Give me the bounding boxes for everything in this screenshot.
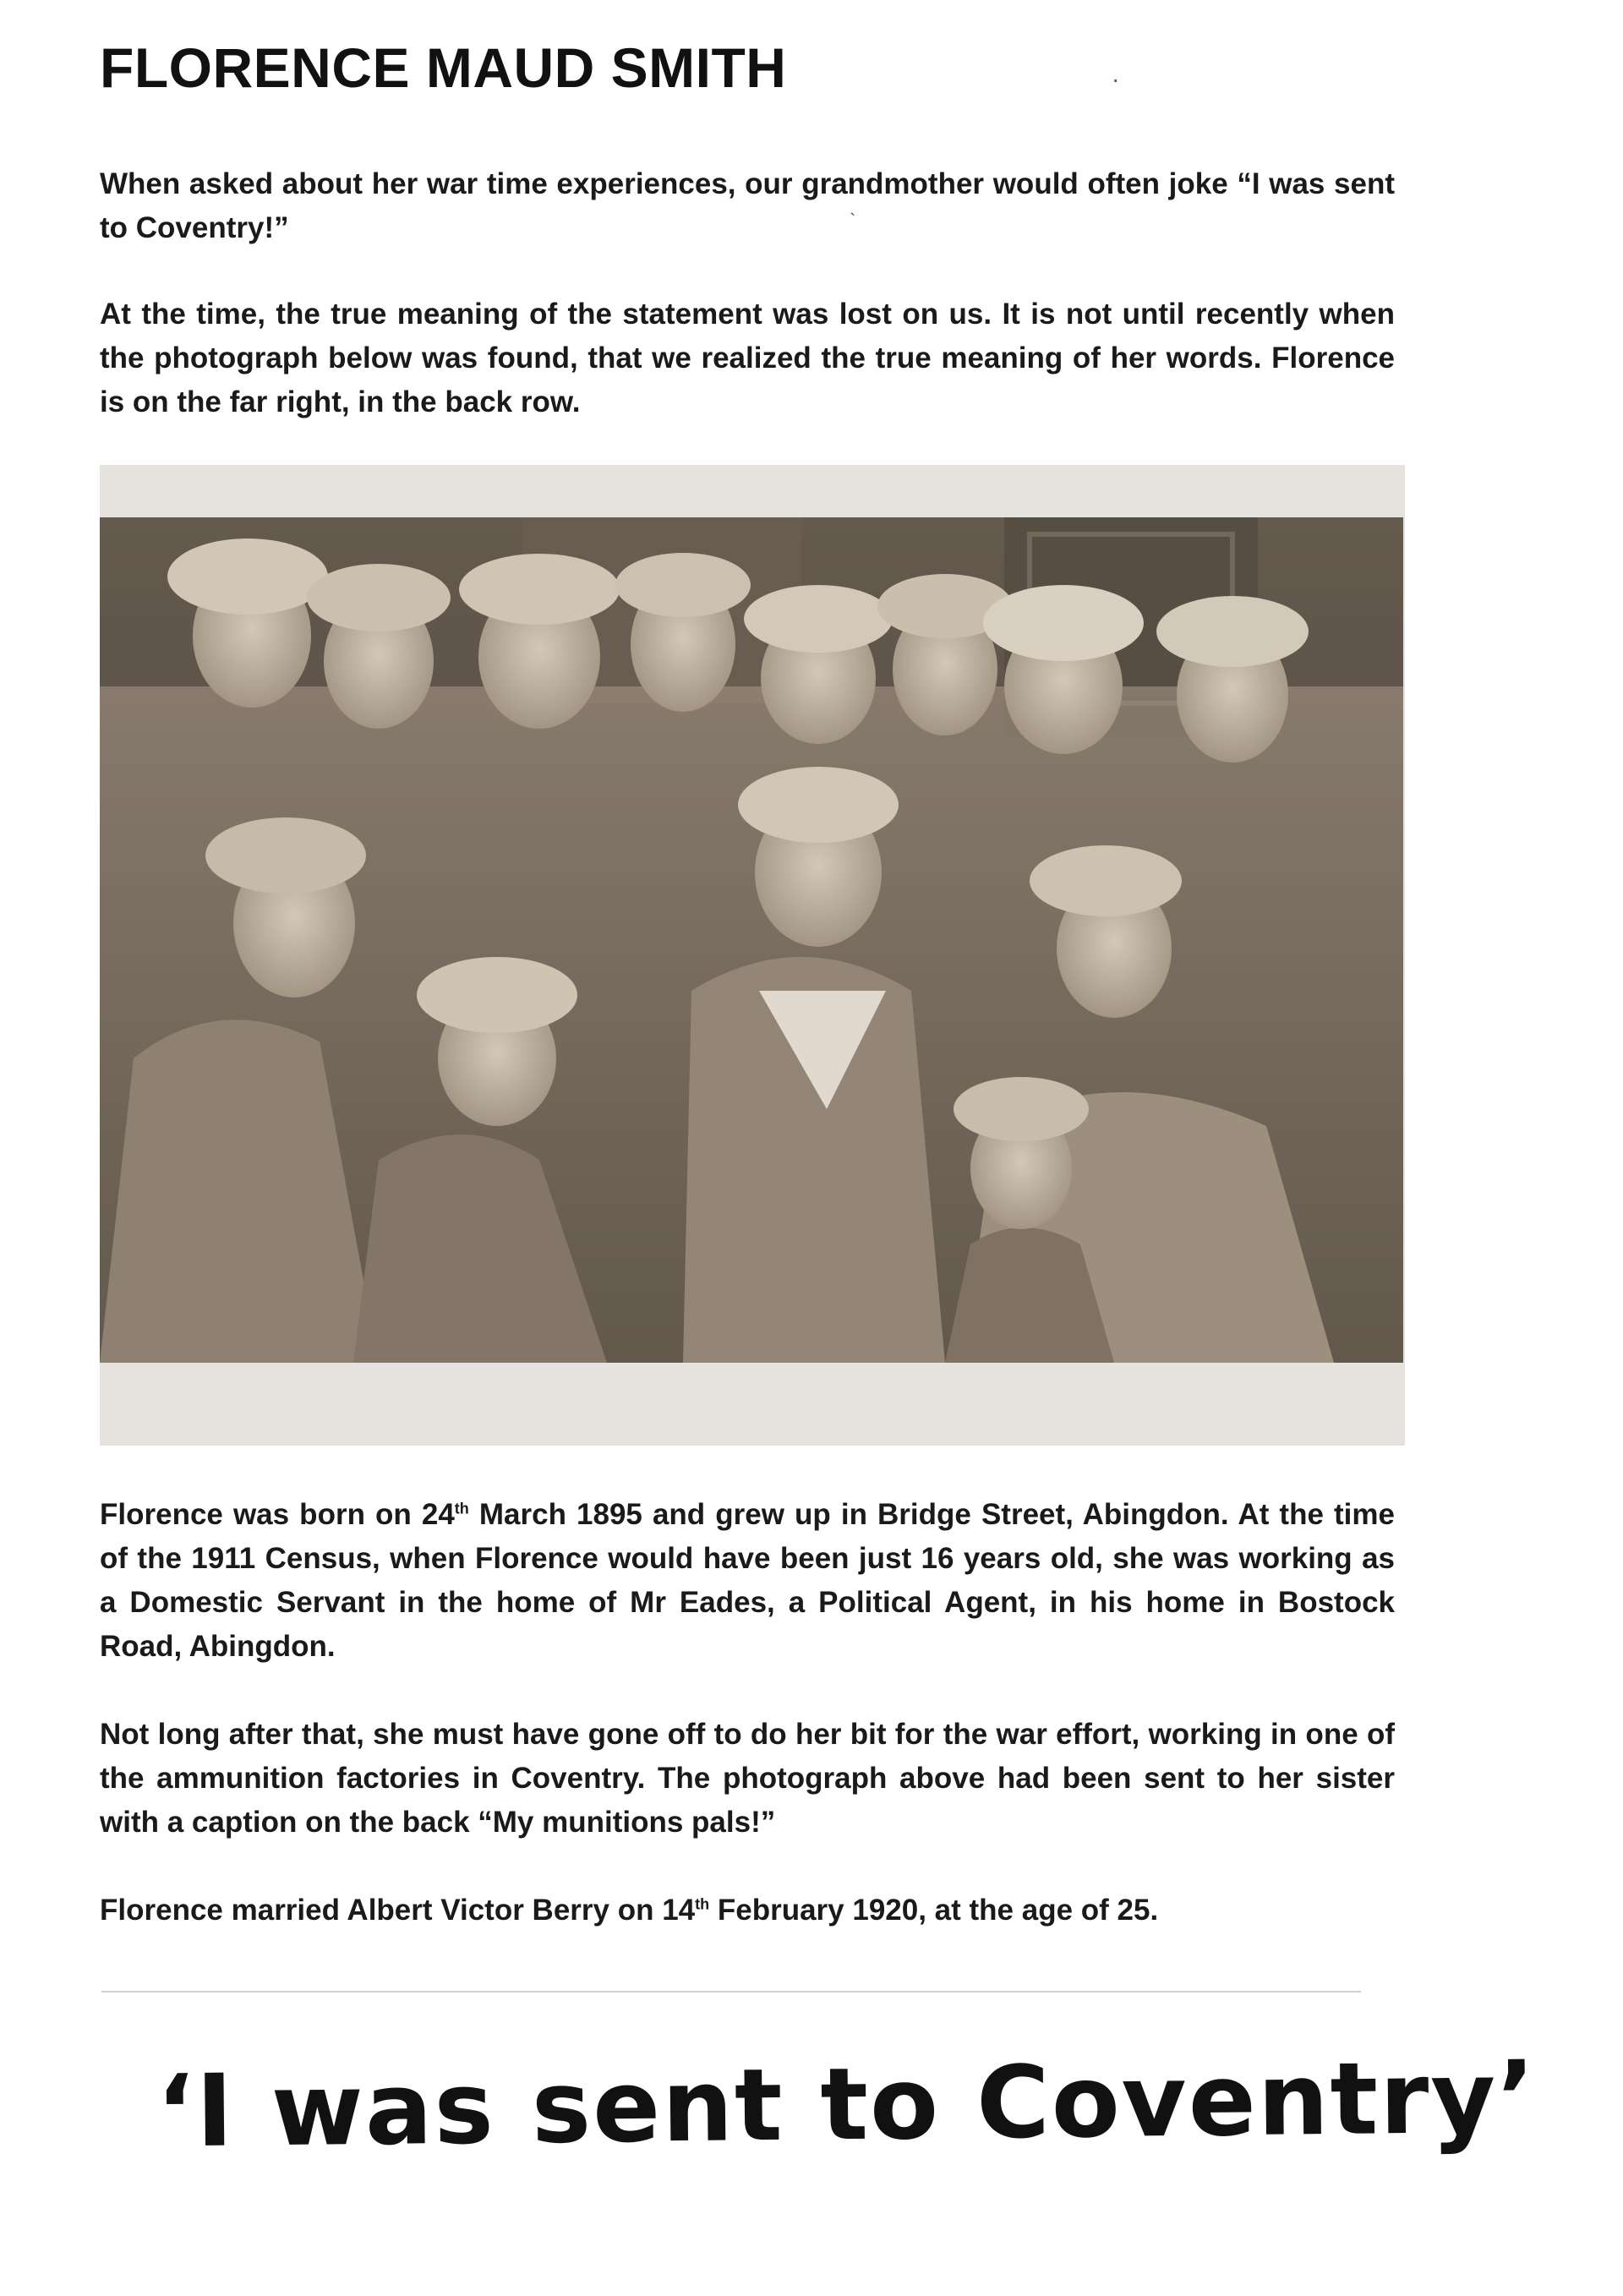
divider-line <box>101 1991 1361 1993</box>
scan-speck: · <box>1112 66 1120 92</box>
photo-intro-paragraph: At the time, the true meaning of the statement was lost on us. It is not until recently when the photograph below was found, that we realized the true meaning of her words. Florence is on the far right, in the back row. <box>100 298 1395 418</box>
marriage-text-start: Florence married Albert Victor Berry on 14 <box>100 1894 696 1927</box>
munitions-workers-photograph <box>100 517 1403 1363</box>
ordinal-suffix: th <box>454 1500 469 1517</box>
munitions-photograph-frame <box>100 465 1405 1446</box>
ordinal-suffix: th <box>695 1895 710 1913</box>
birth-text-start: Florence was born on 24 <box>100 1498 455 1531</box>
scan-speck: ` <box>850 210 856 231</box>
banner-quote: ‘I was sent to Coventry’ <box>156 2038 1538 2170</box>
marriage-paragraph <box>100 1889 1395 1932</box>
page-title: FLORENCE MAUD SMITH <box>100 36 787 99</box>
birth-paragraph <box>100 1493 1395 1669</box>
intro-paragraph: When asked about her war time experiences, our grandmother would often joke “I was sent to Coventry!” <box>100 167 1395 244</box>
marriage-text-rest: February 1920, at the age of 25. <box>709 1894 1159 1927</box>
birth-text-rest: March 1895 and grew up in Bridge Street, Abingdon. At the time of the 1911 Census, when Florence would have been just 16 years old, she was working as a Domestic Servant in the home of Mr Eades, a Political Agent, in his home in Bostock Road, Abingdon. <box>100 1498 1395 1663</box>
war-effort-paragraph: Not long after that, she must have gone off to do her bit for the war effort, working in one of the ammunition factories in Coventry. The photograph above had been sent to her sister with a caption on the back “My munitions pals!” <box>100 1718 1395 1839</box>
